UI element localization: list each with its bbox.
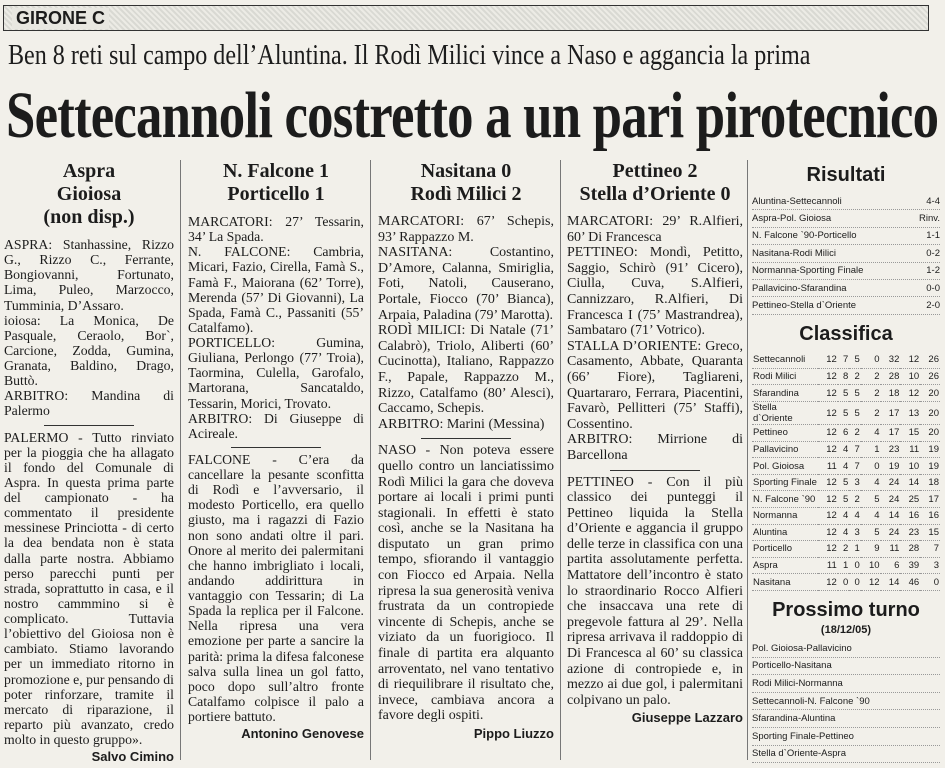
fixture-row: Settecannoli-N. Falcone `90: [752, 693, 940, 711]
standings-cell: 3: [849, 524, 860, 541]
standings-row: [752, 441, 940, 458]
standings-cell: 10: [900, 458, 920, 475]
standings-cell: 15: [900, 425, 920, 442]
standings-cell: 12: [818, 425, 838, 442]
standings-cell: 2: [849, 425, 860, 442]
standings-cell: 24: [881, 524, 901, 541]
standings-cell: 12: [900, 352, 920, 369]
standings-cell: 8: [838, 368, 849, 385]
standings-cell: 18: [920, 474, 940, 491]
match-info: STALLA D’ORIENTE: Greco, Casamento, Abbate, Quaranta (66’ Fiore), Tagliareni, Quartararo, Ferrara, Piacentini, Favarò, Pellitteri (75’ Staffi), Cossentino.: [567, 338, 743, 432]
standings-cell: 7: [849, 441, 860, 458]
standings-cell: 11: [900, 441, 920, 458]
standings-cell: 20: [920, 385, 940, 402]
result-score: Rinv.: [919, 213, 940, 225]
standings-cell: Porticello: [752, 541, 818, 558]
standings-cell: 19: [881, 458, 901, 475]
result-score: 0-0: [926, 282, 940, 294]
standings-cell: 4: [838, 524, 849, 541]
standings-cell: 3: [849, 474, 860, 491]
standings-row: [752, 458, 940, 475]
standings-cell: 4: [861, 507, 881, 524]
standings-cell: 12: [818, 441, 838, 458]
match-title: [188, 160, 364, 206]
standings-cell: 10: [861, 557, 881, 574]
team-line: Gioiosa: [56, 183, 122, 205]
standings-row: [752, 574, 940, 591]
team-line: Aspra: [62, 160, 116, 182]
standings-cell: 2: [838, 541, 849, 558]
match-title: [4, 160, 174, 229]
column-rule: [560, 160, 561, 760]
standings-row: [752, 352, 940, 369]
standings-cell: 2: [861, 368, 881, 385]
match-info: N. FALCONE: Cambria, Micari, Fazio, Cirella, Famà S., Famà F., Maiorana (62’ Torre), Merenda (57’ Di Giovanni), La Spada, Famà C., Passaniti (55’ Catalfamo).: [188, 244, 364, 335]
standings-cell: 12: [818, 574, 838, 591]
standings-cell: Nasitana: [752, 574, 818, 591]
article-body: FALCONE - C’era da cancellare la pesante sconfitta di Rodì e l’avversario, il modesto Porticello, era quello giusto, ma i ragazzi di Fazio non sono andati oltre il pari. Onore al merito dei palermitani che hanno imbrigliato i locali, andando addirittura in vantaggio con Tessarin; di La Spada la replica per il Falcone. Nella ripresa una vera emozione per parte a sancire la parità: prima la difesa falconese salva sulla linea un gol fatto, poco dopo sull’altro fronte Catalfamo colpisce il palo a portiere battuto.: [188, 451, 364, 724]
next-round-list: [752, 640, 940, 763]
standings-row: [752, 368, 940, 385]
standings-cell: Pettineo: [752, 425, 818, 442]
fixture-row: Sfarandina-Aluntina: [752, 710, 940, 728]
standings-cell: 12: [818, 368, 838, 385]
standings-cell: 5: [838, 385, 849, 402]
author: Salvo Cimino: [91, 749, 174, 765]
result-match: Normanna-Sporting Finale: [752, 265, 864, 277]
standings-cell: 25: [900, 491, 920, 508]
standings-cell: 23: [900, 524, 920, 541]
result-score: 1-2: [926, 265, 940, 277]
standings-cell: 32: [881, 352, 901, 369]
standings-cell: 5: [849, 402, 860, 425]
result-match: Aspra-Pol. Gioiosa: [752, 213, 832, 225]
standings-cell: 0: [920, 574, 940, 591]
standings-cell: 4: [861, 425, 881, 442]
team-line: Nasitana 0: [420, 160, 512, 182]
standings-cell: 5: [861, 524, 881, 541]
team-line: N. Falcone 1: [222, 160, 330, 182]
standings-cell: 26: [920, 368, 940, 385]
standings-cell: 16: [900, 507, 920, 524]
standings-cell: 24: [881, 474, 901, 491]
team-line: Pettineo 2: [612, 160, 698, 182]
column-rule: [370, 160, 371, 760]
standings-cell: Sporting Finale: [752, 474, 818, 491]
result-match: Aluntina-Settecannoli: [752, 195, 842, 207]
standings-cell: 5: [861, 491, 881, 508]
standings-row: [752, 385, 940, 402]
result-row: [752, 245, 940, 262]
article-body: PALERMO - Tutto rinviato per la pioggia che ha allagato il fondo del Comunale di Aspra. In questa prima parte del campionato - ha commentato il presidente messinese Princiotta - di certo la dea bendata non è stata dalla parte nostra. Abbiamo perso parecchi punti per strada, soprattutto in casa, e il nostro cammmino si è complicato. Tuttavia l’obiettivo del Gioiosa non è cambiato. Stiamo lavorando per un immediato ritorno in promozione e, pur pensando di poter rinforzare, tramite il mercato di riparazione, il reparto più avanzato, credo molto in questo gruppo».: [4, 429, 174, 747]
standings-cell: 12: [818, 402, 838, 425]
team-line: Porticello 1: [227, 183, 325, 205]
fixture-row: Rodi Milici-Normanna: [752, 675, 940, 693]
standings-cell: 12: [900, 385, 920, 402]
standings-cell: 24: [881, 491, 901, 508]
result-match: Pettineo-Stella d`Oriente: [752, 300, 857, 312]
standings-cell: Normanna: [752, 507, 818, 524]
separator: [44, 425, 134, 426]
standings-row: [752, 491, 940, 508]
standings-cell: 1: [849, 541, 860, 558]
match-info: PETTINEO: Mondì, Petitto, Saggio, Schirò (91’ Cicero), Ciulla, Cuva, S.Alfieri, Cannizzaro, R.Alfieri, Di Francesca I (75’ Mastrandrea), Sambataro (71’ Votrico).: [567, 245, 743, 339]
standings-cell: 4: [849, 507, 860, 524]
separator: [610, 470, 700, 471]
article-column: [378, 160, 554, 742]
result-score: 4-4: [926, 195, 940, 207]
standings-cell: 5: [849, 352, 860, 369]
standings-cell: 0: [849, 557, 860, 574]
sidebar: [752, 160, 940, 763]
standings-row: [752, 524, 940, 541]
standings-cell: 12: [818, 541, 838, 558]
standings-cell: 7: [920, 541, 940, 558]
standings-cell: 2: [849, 491, 860, 508]
standings-cell: 28: [900, 541, 920, 558]
standings-cell: 13: [900, 402, 920, 425]
standings-cell: 12: [861, 574, 881, 591]
standings-row: [752, 541, 940, 558]
match-info: ARBITRO: Mirrione di Barcellona: [567, 432, 743, 463]
standings-cell: Sfarandina: [752, 385, 818, 402]
team-line: Rodì Milici 2: [410, 183, 522, 205]
standings-row: [752, 557, 940, 574]
standings-cell: Stella d`Oriente: [752, 402, 818, 425]
standings-cell: Settecannoli: [752, 352, 818, 369]
result-row: [752, 280, 940, 297]
article-body: NASO - Non poteva essere quello contro un lanciatissimo Rodì Milici la gara che doveva portare ai locali i primi punti stagionali. In effetti è stato così, anche se la Nasitana ha disputato un gran primo tempo, sfiorando il vantaggio con Fiocco ed Arpaia. Nella ripresa la sua generosità veniva frustrata da un contropiede vincente di Schepis, anche se viziato da un fuorigioco. Il finale di partita era alquanto arroventato, nel vano tentativo di riequilibrare il risultato che, invece, cambiava ancora a favore degli ospiti.: [378, 443, 554, 724]
standings-cell: 12: [818, 491, 838, 508]
team-line: (non disp.): [43, 206, 135, 228]
standings-cell: 6: [881, 557, 901, 574]
standings-cell: 5: [838, 474, 849, 491]
standings-cell: 5: [849, 385, 860, 402]
standings-cell: 11: [818, 458, 838, 475]
standings-row: [752, 507, 940, 524]
article-column: [188, 160, 364, 741]
section-band: [3, 5, 929, 31]
standings-cell: Rodi Milici: [752, 368, 818, 385]
match-info: ARBITRO: Marini (Messina): [378, 416, 545, 432]
standings-cell: Aluntina: [752, 524, 818, 541]
standings-cell: 19: [920, 458, 940, 475]
result-score: 2-0: [926, 300, 940, 312]
standings-cell: 39: [900, 557, 920, 574]
standings-cell: 14: [881, 507, 901, 524]
standings-cell: 15: [920, 524, 940, 541]
fixture-row: Pol. Gioiosa-Pallavicino: [752, 640, 940, 658]
standings-cell: 23: [881, 441, 901, 458]
match-info: ARBITRO: Mandina di Palermo: [4, 388, 174, 419]
article-body: PETTINEO - Con il più classico dei punteggi il Pettineo liquida la Stella d’Oriente e aggancia il gruppo delle terze in classifica con una partita assolutamente perfetta. Mattatore dell’incontro è stato lo straordinario Rocco Alfieri che insaccava una rete di pregevole fattura al 29’. Nella ripresa arrivava il raddoppio di Di Francesca al 60’ su classica azione di contropiede e, in mezzo ai due gol, i palermitani colpivano un palo.: [567, 474, 743, 708]
standings-cell: 28: [881, 368, 901, 385]
standings-cell: 1: [861, 441, 881, 458]
standings-cell: 46: [900, 574, 920, 591]
standings-cell: 2: [849, 368, 860, 385]
standings-cell: 2: [861, 402, 881, 425]
column-rule: [747, 160, 748, 760]
standings-row: [752, 474, 940, 491]
standings-cell: 7: [838, 352, 849, 369]
headline: Settecannoli costretto a un pari pirotecnico: [6, 79, 939, 152]
author: Pippo Liuzzo: [473, 726, 554, 741]
result-score: 0-2: [926, 247, 940, 259]
standings-row: [752, 402, 940, 425]
standings-cell: 18: [881, 385, 901, 402]
author: Antonino Genovese: [241, 726, 364, 742]
result-row: [752, 263, 940, 280]
author: Giuseppe Lazzaro: [631, 710, 743, 726]
standings-cell: 20: [920, 425, 940, 442]
next-round-title: Prossimo turno: [772, 598, 920, 621]
fixture-row: Porticello-Nasitana: [752, 658, 940, 676]
result-match: Pallavicino-Sfarandina: [752, 282, 847, 294]
separator: [231, 447, 321, 448]
match-info: RODÌ MILICI: Di Natale (71’ Calabrò), Triolo, Aliberti (60’ Cucinotta), Italiano, Rappazzo F., Papale, Rappazzo M., Rizzo, Catalfamo (80’ Alesci), Caccamo, Schepis.: [378, 323, 554, 417]
standings-cell: 4: [861, 474, 881, 491]
standings-cell: 12: [818, 352, 838, 369]
standings-title: Classifica: [799, 322, 893, 345]
separator: [421, 438, 511, 439]
match-info: MARCATORI: 29’ R.Alfieri, 60’ Di Francesca: [567, 214, 743, 245]
standings-cell: 26: [920, 352, 940, 369]
standings-cell: Aspra: [752, 557, 818, 574]
standings-cell: 12: [818, 524, 838, 541]
standings-cell: 12: [818, 385, 838, 402]
standings-cell: 11: [818, 557, 838, 574]
match-title: [378, 160, 554, 206]
standings-cell: 20: [920, 402, 940, 425]
standings-cell: N. Falcone `90: [752, 491, 818, 508]
standings-table: [752, 352, 940, 591]
result-match: Nasitana-Rodi Milici: [752, 247, 836, 259]
standings-cell: Pallavicino: [752, 441, 818, 458]
standings-cell: 1: [838, 557, 849, 574]
standings-cell: 5: [838, 491, 849, 508]
result-score: 1-1: [926, 230, 940, 242]
standings-cell: 2: [861, 385, 881, 402]
standings-cell: 4: [838, 507, 849, 524]
standings-cell: 12: [818, 474, 838, 491]
results-list: [752, 193, 940, 315]
article-column: [4, 160, 174, 764]
standings-cell: Pol. Gioiosa: [752, 458, 818, 475]
standings-cell: 5: [838, 402, 849, 425]
standings-cell: 17: [881, 425, 901, 442]
standings-cell: 0: [861, 458, 881, 475]
match-title: [567, 160, 743, 206]
result-row: [752, 297, 940, 314]
match-info: PORTICELLO: Gumina, Giuliana, Perlongo (77’ Troia), Taormina, Culella, Garofalo, Martorana, Sancataldo, Tessarin, Morici, Trovato.: [188, 335, 364, 411]
results-title: Risultati: [806, 164, 886, 186]
match-info: ARBITRO: Di Giuseppe di Acireale.: [188, 410, 364, 441]
standings-cell: 6: [838, 425, 849, 442]
standings-cell: 14: [881, 574, 901, 591]
standings-cell: 0: [861, 352, 881, 369]
standings-cell: 17: [881, 402, 901, 425]
column-rule: [180, 160, 181, 760]
standings-cell: 12: [818, 507, 838, 524]
standings-cell: 7: [849, 458, 860, 475]
match-info: MARCATORI: 27’ Tessarin, 34’ La Spada.: [188, 214, 364, 245]
standings-cell: 10: [900, 368, 920, 385]
standings-cell: 11: [881, 541, 901, 558]
standings-cell: 4: [838, 458, 849, 475]
subheadline: Ben 8 reti sul campo dell’Aluntina. Il Rodì Milici vince a Naso e aggancia la prima: [8, 40, 811, 71]
next-round-date: (18/12/05): [820, 623, 872, 636]
match-info: ioiosa: La Monica, De Pasquale, Ceraolo, Bor`, Carcione, Zodda, Gumina, Granata, Baldino, Drago, Buttò.: [4, 312, 174, 389]
standings-cell: 16: [920, 507, 940, 524]
match-info: NASITANA: Costantino, D’Amore, Calanna, Smiriglia, Foti, Natoli, Causerano, Portale, Fiocco (70’ Bianca), Arpaia, Paladina (79’ Marotta).: [378, 245, 554, 323]
standings-cell: 0: [849, 574, 860, 591]
article-column: [567, 160, 743, 726]
section-label: GIRONE C: [12, 8, 109, 29]
standings-cell: 14: [900, 474, 920, 491]
standings-cell: 17: [920, 491, 940, 508]
result-row: [752, 210, 940, 227]
standings-cell: 0: [838, 574, 849, 591]
fixture-row: Sporting Finale-Pettineo: [752, 728, 940, 746]
standings-cell: 19: [920, 441, 940, 458]
match-info: MARCATORI: 67’ Schepis, 93’ Rappazzo M.: [378, 214, 554, 245]
standings-cell: 3: [920, 557, 940, 574]
team-line: Stella d’Oriente 0: [579, 183, 731, 205]
standings-cell: 4: [838, 441, 849, 458]
result-match: N. Falcone `90-Porticello: [752, 230, 857, 242]
result-row: [752, 193, 940, 210]
fixture-row: Stella d`Oriente-Aspra: [752, 746, 940, 764]
standings-cell: 9: [861, 541, 881, 558]
match-info: ASPRA: Stanhassine, Rizzo G., Rizzo C., Ferrante, Bongiovanni, Fortunato, Lima, Puleo, Marzocco, Tumminia, D’Assaro.: [4, 237, 174, 313]
standings-row: [752, 425, 940, 442]
result-row: [752, 228, 940, 245]
